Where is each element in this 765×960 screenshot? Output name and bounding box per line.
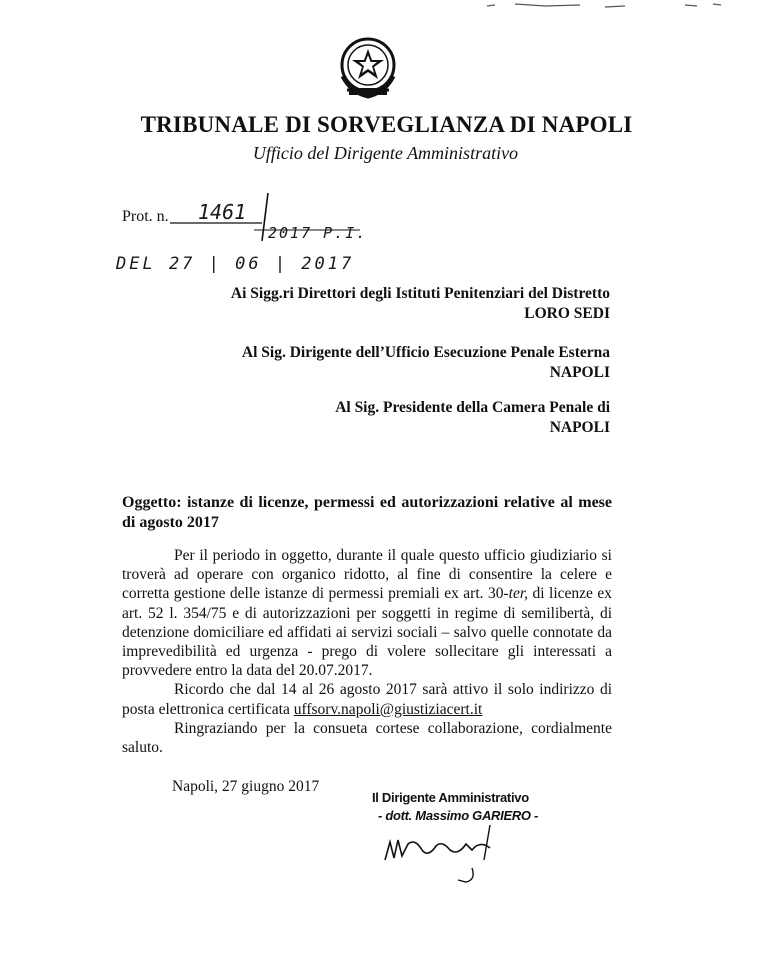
office-name: Ufficio del Dirigente Amministrativo	[252, 143, 519, 163]
addressee-block-2	[242, 343, 610, 383]
body-paragraph-3: Ringraziando per la consueta cortese collaborazione, cordialmente saluto.	[122, 719, 612, 757]
italian-republic-emblem-icon	[333, 32, 403, 102]
protocol-number: 1461	[198, 200, 247, 224]
italic-term: ter,	[508, 585, 529, 603]
addressee-line: Al Sig. Presidente della Camera Penale di	[335, 399, 610, 416]
court-name: TRIBUNALE DI SORVEGLIANZA DI NAPOLI	[140, 112, 633, 137]
addressee-line: Ai Sigg.ri Direttori degli Istituti Penitenziari del Distretto	[230, 285, 610, 302]
addressee-block-1	[231, 284, 610, 324]
protocol-suffix: 2017 P.I.	[268, 224, 368, 242]
addressee-block-3	[335, 398, 610, 438]
addressee-line: Al Sig. Dirigente dell’Ufficio Esecuzione Penale Esterna	[241, 344, 610, 361]
pec-email-address: uffsorv.napoli@giustiziacert.it	[293, 700, 483, 718]
protocol-label: Prot. n.	[122, 208, 169, 225]
signer-title: Il Dirigente Amministrativo	[372, 790, 529, 805]
addressee-location: NAPOLI	[549, 364, 610, 381]
body-paragraph-1: Per il periodo in oggetto, durante il quale questo ufficio giudiziario si troverà ad operare con organico ridotto, al fine di consentire la celere e corretta gestione delle istanze di permessi premiali ex art. 30-ter, di licenze ex art. 52 l. 354/75 e di autorizzazioni per soggetti in regime di semilibertà, di detenzione domiciliare ed affidati ai servizi sociali – salvo quelle connotate da imprevedibilità ed urgenza - prego di volere sollecitare gli interessati a provvedere entro la data del 20.07.2017.	[122, 547, 612, 680]
place-date: Napoli, 27 giugno 2017	[172, 778, 320, 795]
handwritten-signature	[380, 820, 530, 885]
scan-marks	[485, 0, 725, 12]
protocol-date: DEL 27 | 06 | 2017	[116, 254, 355, 274]
addressee-location: NAPOLI	[549, 419, 610, 436]
body-paragraph-2: Ricordo che dal 14 al 26 agosto 2017 sarà attivo il solo indirizzo di posta elettronica certificata uffsorv.napoli@giustiziacert.it	[122, 681, 612, 718]
subject-line: Oggetto: istanze di licenze, permessi ed autorizzazioni relative al mese di agosto 2017	[122, 494, 612, 531]
addressee-location: LORO SEDI	[524, 305, 610, 322]
letter-body	[122, 546, 612, 757]
signer-name: - dott. Massimo GARIERO -	[378, 808, 539, 823]
